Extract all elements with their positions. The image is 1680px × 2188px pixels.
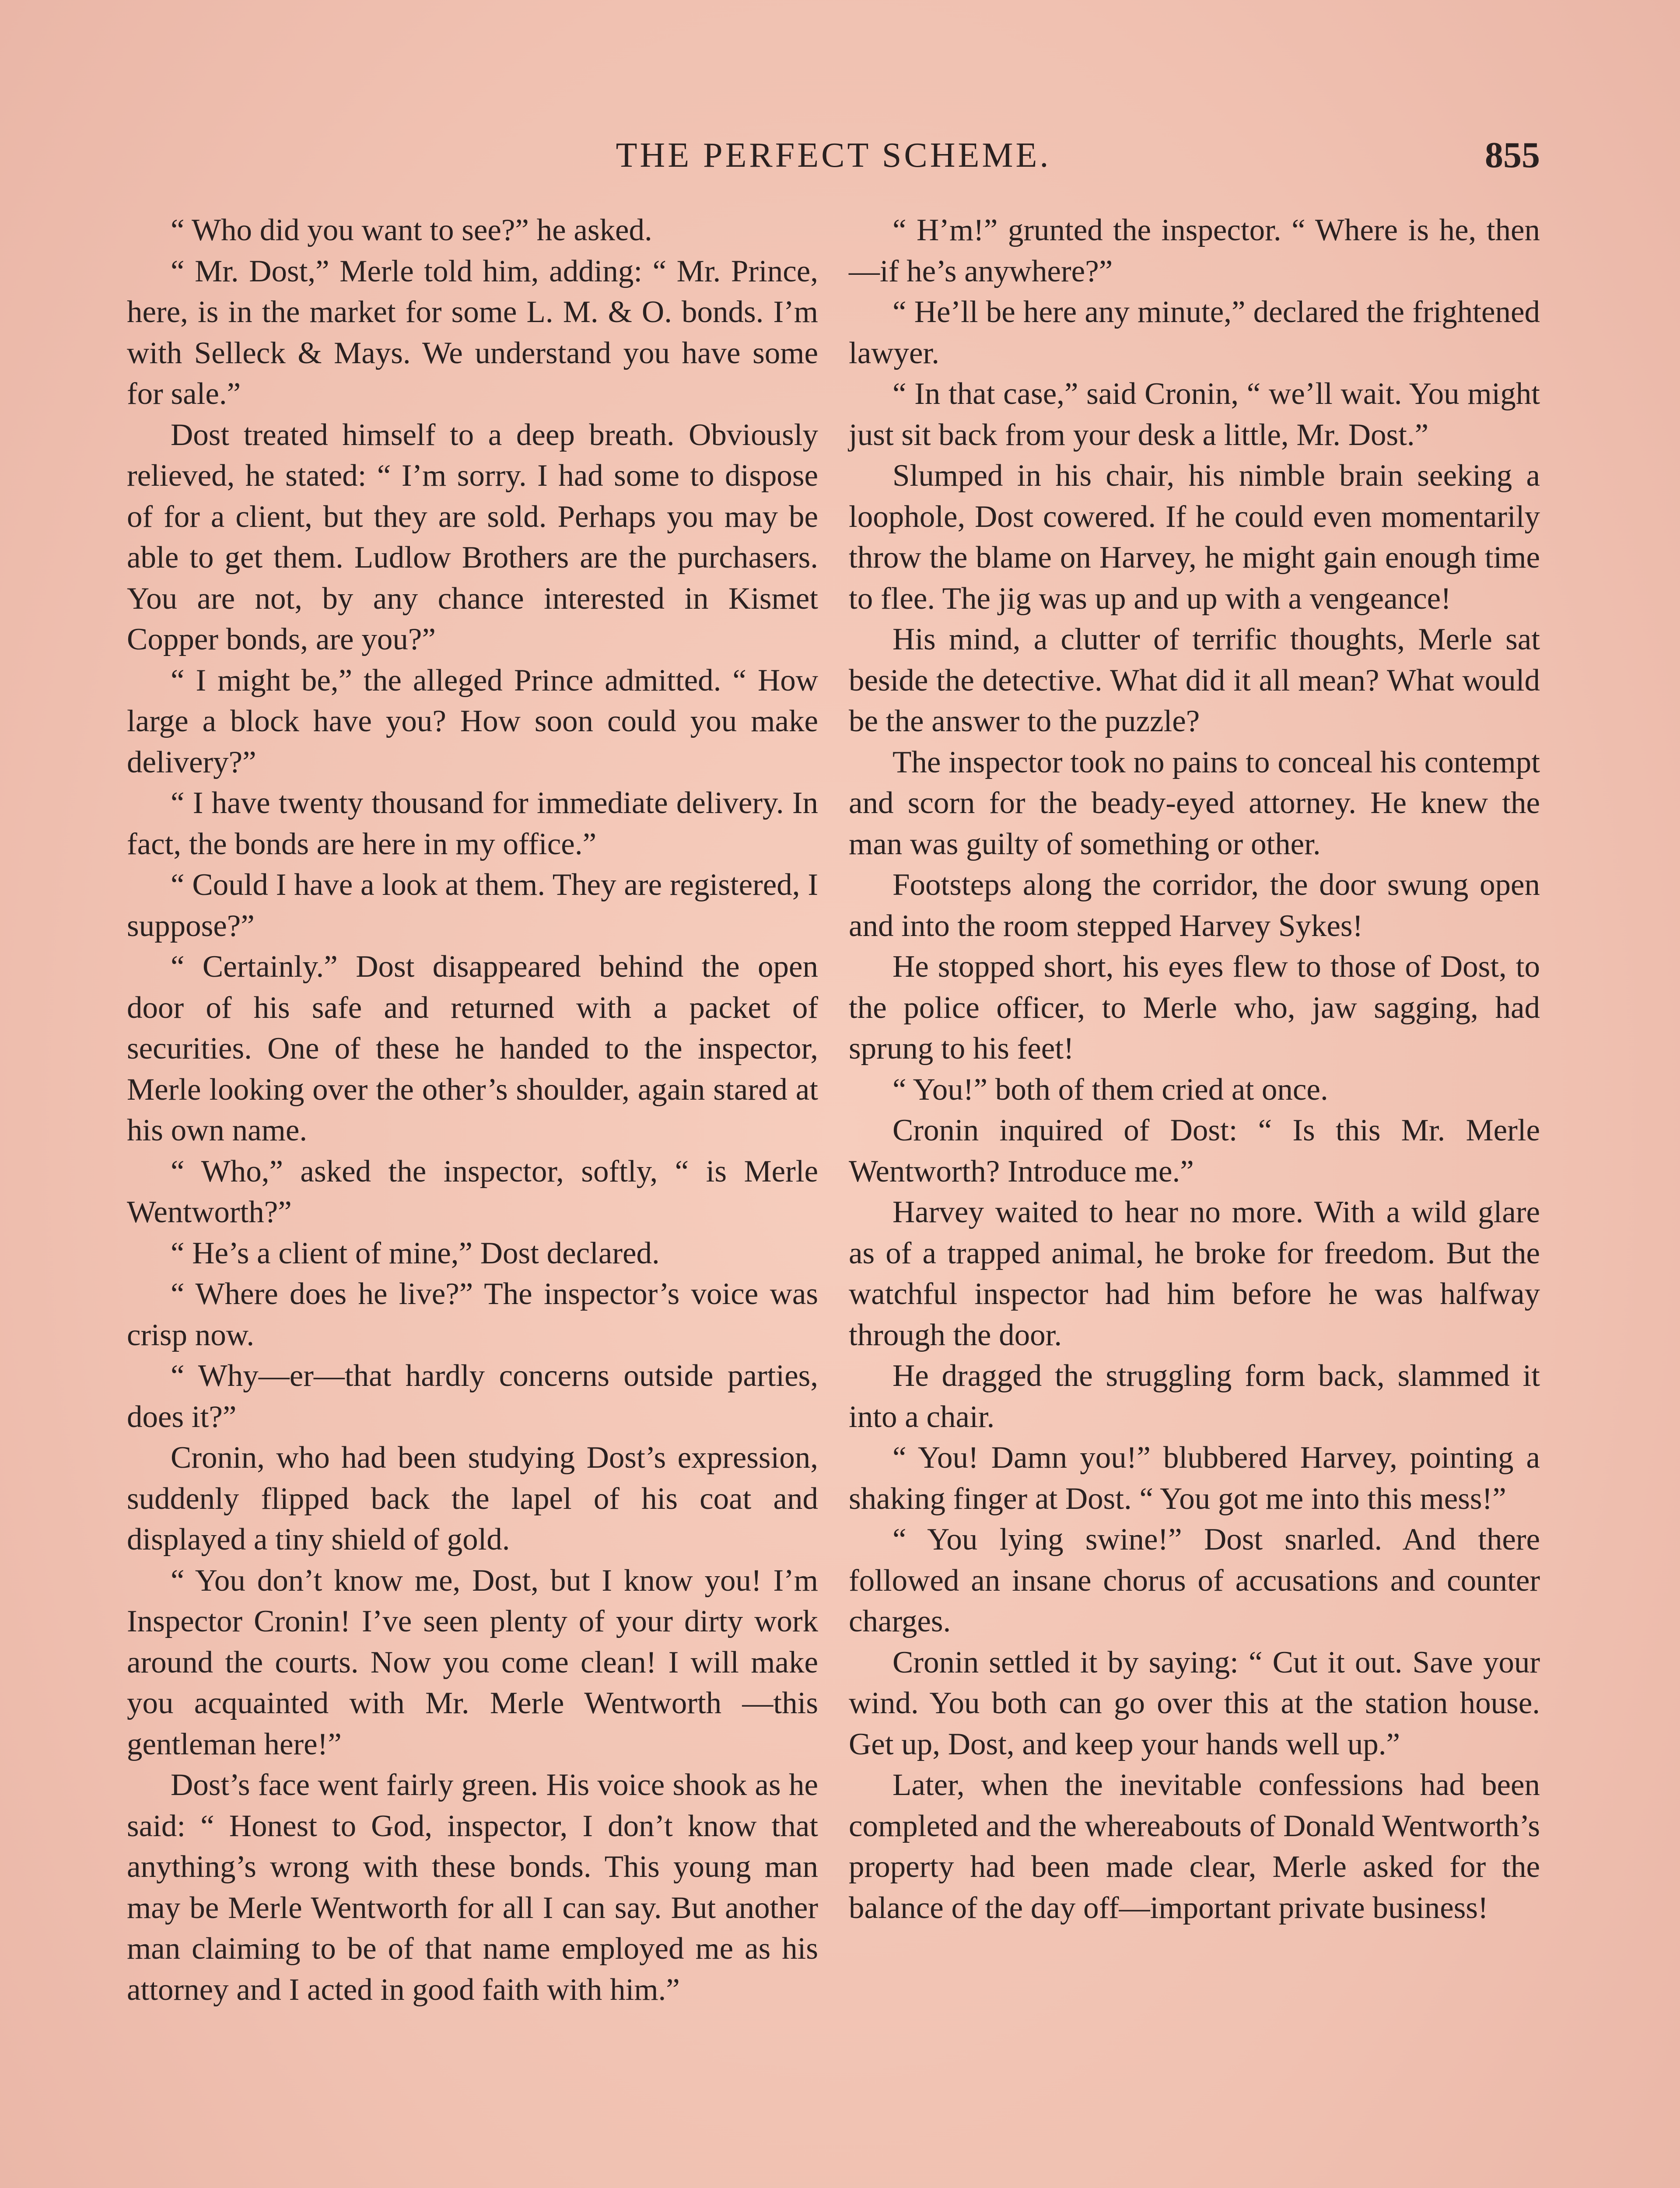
paragraph: “ H’m!” grunted the inspector. “ Where is he, then—if he’s anywhere?”	[849, 213, 1540, 288]
running-title: THE PERFECT SCHEME.	[616, 136, 1051, 175]
paragraph: “ Certainly.” Dost disappeared behind the open door of his safe and returned with a packet of securities. One of these he handed to the inspector, Merle looking over the other’s shoulder, again stared at his own name.	[127, 950, 818, 1147]
paragraph: He dragged the struggling form back, slammed it into a chair.	[849, 1359, 1540, 1434]
paragraph: “ Could I have a look at them. They are registered, I suppose?”	[127, 868, 818, 943]
paragraph: “ Why—er—that hardly concerns outside parties, does it?”	[127, 1359, 818, 1434]
paragraph: “ I might be,” the alleged Prince admitted. “ How large a block have you? How soon could you make delivery?”	[127, 663, 818, 779]
paragraph: “ You don’t know me, Dost, but I know you! I’m Inspector Cronin! I’ve seen plenty of your dirty work around the courts. Now you come clean! I will make you acquainted with Mr. Merle Wentworth —this gentleman here!”	[127, 1563, 818, 1761]
paragraph: “ You lying swine!” Dost snarled. And there followed an insane chorus of accusations and counter charges.	[849, 1522, 1540, 1638]
paragraph: “ He’ll be here any minute,” declared the frightened lawyer.	[849, 295, 1540, 370]
paragraph: Dost treated himself to a deep breath. Obviously relieved, he stated: “ I’m sorry. I had some to dispose of for a client, but they are sold. Perhaps you may be able to get them. Ludlow Brothers are the purchasers. You are not, by any chance interested in Kismet Copper bonds, are you?”	[127, 417, 818, 656]
paragraph: “ Where does he live?” The inspector’s voice was crisp now.	[127, 1277, 818, 1352]
paragraph: Cronin settled it by saying: “ Cut it out. Save your wind. You both can go over this at the station house. Get up, Dost, and keep your hands well up.”	[849, 1645, 1540, 1761]
right-column	[849, 210, 1540, 2188]
left-column	[127, 210, 818, 2188]
paragraph: “ Who,” asked the inspector, softly, “ is Merle Wentworth?”	[127, 1154, 818, 1229]
paragraph: Dost’s face went fairly green. His voice shook as he said: “ Honest to God, inspector, I don’t know that anything’s wrong with these bonds. This young man may be Merle Wentworth for all I can say. But another man claiming to be of that name employed me as his attorney and I acted in good faith with him.”	[127, 1768, 818, 2007]
paragraph: “ He’s a client of mine,” Dost declared.	[171, 1236, 660, 1270]
paragraph: “ I have twenty thousand for immediate delivery. In fact, the bonds are here in my office.”	[127, 786, 818, 861]
paragraph: Footsteps along the corridor, the door swung open and into the room stepped Harvey Sykes!	[849, 868, 1540, 943]
page-number: 855	[1485, 135, 1540, 175]
paragraph: Later, when the inevitable confessions had been completed and the whereabouts of Donald Wentworth’s property had been made clear, Merle asked for the balance of the day off—important private business!	[849, 1768, 1540, 1925]
paragraph: “ You! Damn you!” blubbered Harvey, pointing a shaking finger at Dost. “ You got me into this mess!”	[849, 1441, 1540, 1516]
paragraph: “ Mr. Dost,” Merle told him, adding: “ Mr. Prince, here, is in the market for some L. M. & O. bonds. I’m with Selleck & Mays. We understand you have some for sale.”	[127, 254, 818, 411]
paragraph: Cronin inquired of Dost: “ Is this Mr. Merle Wentworth? Introduce me.”	[849, 1113, 1540, 1189]
page-header	[127, 131, 1540, 179]
paragraph: Slumped in his chair, his nimble brain seeking a loophole, Dost cowered. If he could even momentarily throw the blame on Harvey, he might gain enough time to flee. The jig was up and up with a vengeance!	[849, 459, 1540, 616]
paragraph: “ You!” both of them cried at once.	[892, 1072, 1328, 1107]
paragraph: The inspector took no pains to conceal his contempt and scorn for the beady-eyed attorney. He knew the man was guilty of something or other.	[849, 745, 1540, 861]
paragraph: Harvey waited to hear no more. With a wild glare as of a trapped animal, he broke for freedom. But the watchful inspector had him before he was halfway through the door.	[849, 1195, 1540, 1352]
paragraph: He stopped short, his eyes flew to those of Dost, to the police officer, to Merle who, jaw sagging, had sprung to his feet!	[849, 950, 1540, 1066]
paragraph: His mind, a clutter of terrific thoughts, Merle sat beside the detective. What did it all mean? What would be the answer to the puzzle?	[849, 622, 1540, 738]
paragraph: “ Who did you want to see?” he asked.	[171, 213, 652, 247]
text-columns	[127, 210, 1540, 2188]
paragraph: Cronin, who had been studying Dost’s expression, suddenly flipped back the lapel of his coat and displayed a tiny shield of gold.	[127, 1441, 818, 1557]
paragraph: “ In that case,” said Cronin, “ we’ll wait. You might just sit back from your desk a little, Mr. Dost.”	[849, 377, 1540, 452]
